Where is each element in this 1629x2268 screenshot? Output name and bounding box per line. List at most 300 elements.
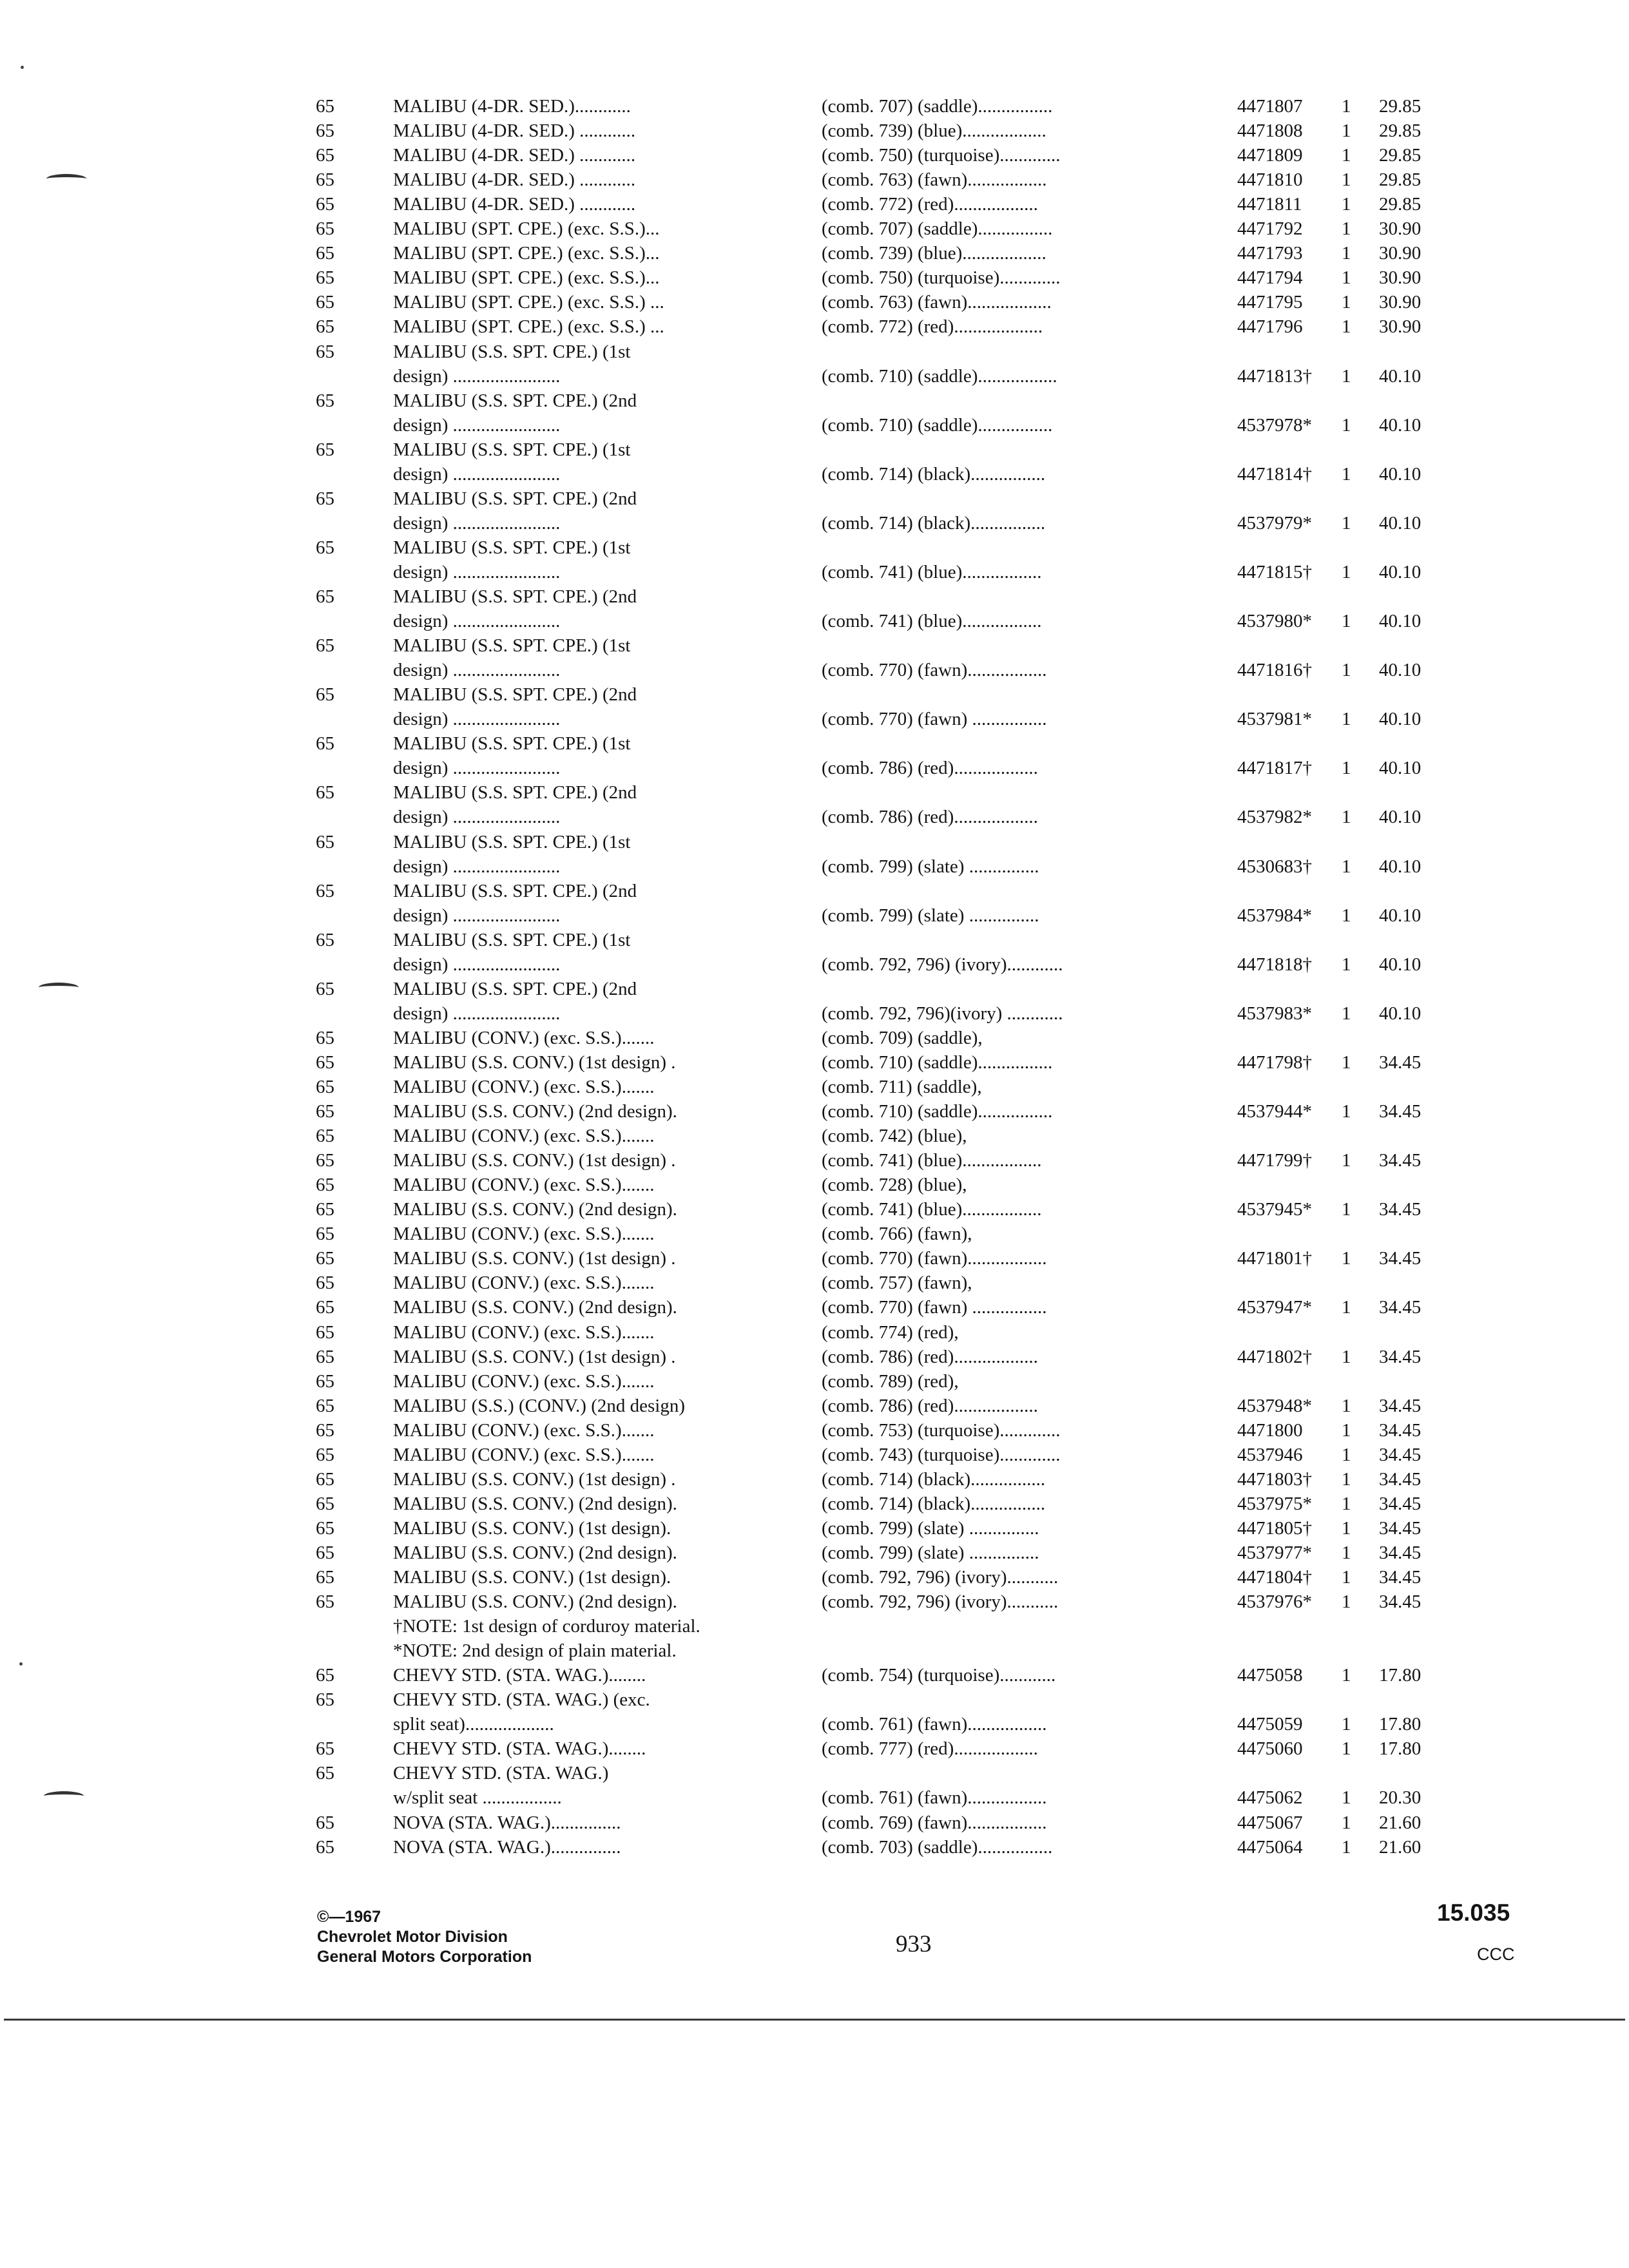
model-year: 65 — [316, 169, 334, 190]
model-description: MALIBU (4-DR. SED.)............ — [393, 97, 631, 116]
model-description: design) ....................... — [393, 906, 561, 925]
model-description: MALIBU (4-DR. SED.) ............ — [393, 146, 636, 165]
model-description: design) ....................... — [393, 955, 561, 974]
model-description: MALIBU (S.S. SPT. CPE.) (1st — [393, 930, 631, 950]
paper-speck — [21, 66, 24, 69]
part-number: 4475067 — [1237, 1812, 1303, 1833]
section-code: 15.035 — [1437, 1899, 1510, 1926]
model-description: design) ....................... — [393, 514, 561, 533]
trim-combination: (comb. 709) (saddle), — [822, 1028, 983, 1048]
model-year: 65 — [316, 1199, 334, 1220]
model-year: 65 — [316, 194, 334, 215]
list-price: 30.90 — [1379, 316, 1422, 337]
model-year: 65 — [316, 1420, 334, 1441]
model-description: MALIBU (S.S. SPT. CPE.) (1st — [393, 538, 631, 557]
trim-combination: (comb. 786) (red).................. — [822, 1396, 1038, 1416]
model-description: MALIBU (S.S. SPT. CPE.) (1st — [393, 734, 631, 753]
model-year: 65 — [316, 930, 334, 950]
trim-combination: (comb. 792, 796) (ivory)............ — [822, 955, 1063, 974]
list-price: 40.10 — [1379, 415, 1422, 436]
part-number: 4537947* — [1237, 1297, 1312, 1318]
trim-combination: (comb. 770) (fawn) ................ — [822, 709, 1047, 729]
part-number: 4537981* — [1237, 709, 1312, 729]
part-number: 4471798† — [1237, 1052, 1312, 1073]
model-year: 65 — [316, 1297, 334, 1318]
part-number: 4471802† — [1237, 1347, 1312, 1367]
model-description: design) ....................... — [393, 1004, 561, 1023]
list-price: 34.45 — [1379, 1591, 1422, 1612]
model-description: NOVA (STA. WAG.)............... — [393, 1813, 621, 1832]
part-number: 4471817† — [1237, 758, 1312, 778]
quantity: 1 — [1342, 218, 1351, 239]
part-number: 4475059 — [1237, 1714, 1303, 1735]
list-price: 34.45 — [1379, 1518, 1422, 1539]
model-description: CHEVY STD. (STA. WAG.)........ — [393, 1666, 646, 1685]
model-description: NOVA (STA. WAG.)............... — [393, 1838, 621, 1857]
model-year: 65 — [316, 292, 334, 312]
binder-hole-mark — [44, 1791, 84, 1801]
section-suffix: CCC — [1477, 1945, 1515, 1964]
model-year: 65 — [316, 1469, 334, 1490]
model-year: 65 — [316, 782, 334, 803]
model-description: MALIBU (SPT. CPE.) (exc. S.S.)... — [393, 268, 660, 287]
list-price: 40.10 — [1379, 464, 1422, 485]
trim-combination: (comb. 728) (blue), — [822, 1175, 967, 1195]
corporation-line: General Motors Corporation — [317, 1948, 532, 1966]
trim-combination: (comb. 741) (blue)................. — [822, 1151, 1042, 1170]
trim-combination: (comb. 772) (red).................. — [822, 195, 1038, 214]
trim-combination: (comb. 786) (red).................. — [822, 758, 1038, 778]
quantity: 1 — [1342, 1518, 1351, 1539]
model-description: MALIBU (S.S. CONV.) (1st design). — [393, 1568, 671, 1587]
model-description: MALIBU (S.S. SPT. CPE.) (2nd — [393, 685, 637, 704]
model-description: MALIBU (S.S. CONV.) (1st design) . — [393, 1151, 676, 1170]
model-description: design) ....................... — [393, 758, 561, 778]
binder-hole-mark — [39, 983, 79, 992]
model-description: MALIBU (SPT. CPE.) (exc. S.S.)... — [393, 244, 660, 263]
model-description: design) ....................... — [393, 562, 561, 582]
list-price: 30.90 — [1379, 243, 1422, 264]
part-number: 4471811 — [1237, 194, 1302, 215]
model-year: 65 — [316, 1371, 334, 1392]
list-price: 34.45 — [1379, 1297, 1422, 1318]
model-year: 65 — [316, 1518, 334, 1539]
quantity: 1 — [1342, 1469, 1351, 1490]
trim-combination: (comb. 750) (turquoise)............. — [822, 146, 1061, 165]
quantity: 1 — [1342, 1347, 1351, 1367]
quantity: 1 — [1342, 1494, 1351, 1514]
part-number: 4537976* — [1237, 1591, 1312, 1612]
quantity: 1 — [1342, 1052, 1351, 1073]
model-year: 65 — [316, 1150, 334, 1171]
trim-combination: (comb. 750) (turquoise)............. — [822, 268, 1061, 287]
model-year: 65 — [316, 1445, 334, 1465]
trim-combination: (comb. 769) (fawn)................. — [822, 1813, 1047, 1832]
part-number: 4475060 — [1237, 1738, 1303, 1759]
list-price: 20.30 — [1379, 1787, 1422, 1808]
trim-combination: (comb. 714) (black)................ — [822, 465, 1046, 484]
model-year: 65 — [316, 1812, 334, 1833]
list-price: 21.60 — [1379, 1837, 1422, 1858]
model-description: MALIBU (S.S. CONV.) (1st design) . — [393, 1053, 676, 1072]
quantity: 1 — [1342, 316, 1351, 337]
model-year: 65 — [316, 120, 334, 141]
quantity: 1 — [1342, 954, 1351, 975]
quantity: 1 — [1342, 1101, 1351, 1122]
model-description: CHEVY STD. (STA. WAG.) — [393, 1763, 609, 1783]
part-number: 4475064 — [1237, 1837, 1303, 1858]
model-description: MALIBU (S.S. SPT. CPE.) (2nd — [393, 587, 637, 606]
model-description: design) ....................... — [393, 807, 561, 827]
quantity: 1 — [1342, 611, 1351, 631]
trim-combination: (comb. 739) (blue).................. — [822, 244, 1046, 263]
quantity: 1 — [1342, 194, 1351, 215]
model-year: 65 — [316, 1322, 334, 1343]
list-price: 29.85 — [1379, 145, 1422, 166]
quantity: 1 — [1342, 1591, 1351, 1612]
model-description: design) ....................... — [393, 465, 561, 484]
part-number: 4537977* — [1237, 1542, 1312, 1563]
part-number: 4537979* — [1237, 513, 1312, 533]
trim-combination: (comb. 739) (blue).................. — [822, 121, 1046, 140]
part-number: 4471818† — [1237, 954, 1312, 975]
trim-combination: (comb. 710) (saddle)................ — [822, 1102, 1053, 1121]
quantity: 1 — [1342, 513, 1351, 533]
list-price: 40.10 — [1379, 758, 1422, 778]
model-year: 65 — [316, 1738, 334, 1759]
list-price: 29.85 — [1379, 169, 1422, 190]
model-year: 65 — [316, 1542, 334, 1563]
quantity: 1 — [1342, 145, 1351, 166]
model-description: MALIBU (S.S. CONV.) (1st design). — [393, 1519, 671, 1538]
model-year: 65 — [316, 1665, 334, 1686]
list-price: 40.10 — [1379, 513, 1422, 533]
list-price: 30.90 — [1379, 218, 1422, 239]
quantity: 1 — [1342, 1150, 1351, 1171]
model-description: MALIBU (S.S. CONV.) (2nd design). — [393, 1298, 677, 1317]
trim-combination: (comb. 792, 796) (ivory)........... — [822, 1592, 1059, 1611]
model-year: 65 — [316, 1347, 334, 1367]
model-year: 65 — [316, 96, 334, 117]
model-year: 65 — [316, 1248, 334, 1269]
trim-combination: (comb. 757) (fawn), — [822, 1273, 972, 1293]
model-year: 65 — [316, 1591, 334, 1612]
list-price: 29.85 — [1379, 96, 1422, 117]
part-number: 4471813† — [1237, 366, 1312, 387]
trim-combination: (comb. 710) (saddle)................ — [822, 1053, 1053, 1072]
trim-combination: (comb. 799) (slate) ............... — [822, 1519, 1039, 1538]
list-price: 34.45 — [1379, 1494, 1422, 1514]
model-description: MALIBU (S.S. CONV.) (2nd design). — [393, 1102, 677, 1121]
part-number: 4471814† — [1237, 464, 1312, 485]
part-number: 4471804† — [1237, 1567, 1312, 1588]
list-price: 40.10 — [1379, 905, 1422, 926]
part-number: 4471815† — [1237, 562, 1312, 582]
list-price: 29.85 — [1379, 120, 1422, 141]
trim-combination: (comb. 710) (saddle)................ — [822, 416, 1053, 435]
model-year: 65 — [316, 1396, 334, 1416]
part-number: 4471800 — [1237, 1420, 1303, 1441]
model-year: 65 — [316, 316, 334, 337]
model-description: MALIBU (S.S. SPT. CPE.) (2nd — [393, 391, 637, 410]
list-price: 34.45 — [1379, 1542, 1422, 1563]
trim-combination: (comb. 754) (turquoise)............ — [822, 1666, 1056, 1685]
model-year: 65 — [316, 1763, 334, 1783]
trim-combination: (comb. 711) (saddle), — [822, 1077, 982, 1097]
trim-combination: (comb. 763) (fawn)................. — [822, 170, 1047, 189]
model-year: 65 — [316, 1028, 334, 1048]
quantity: 1 — [1342, 562, 1351, 582]
list-price: 17.80 — [1379, 1738, 1422, 1759]
list-price: 34.45 — [1379, 1248, 1422, 1269]
part-number: 4471794 — [1237, 267, 1303, 288]
model-year: 65 — [316, 586, 334, 607]
list-price: 30.90 — [1379, 267, 1422, 288]
model-description: w/split seat ................. — [393, 1788, 562, 1807]
model-description: MALIBU (SPT. CPE.) (exc. S.S.) ... — [393, 293, 664, 312]
quantity: 1 — [1342, 1787, 1351, 1808]
model-year: 65 — [316, 1273, 334, 1293]
model-description: MALIBU (S.S. CONV.) (1st design) . — [393, 1470, 676, 1489]
model-description: CHEVY STD. (STA. WAG.)........ — [393, 1739, 646, 1758]
part-number: 4471803† — [1237, 1469, 1312, 1490]
model-description: MALIBU (CONV.) (exc. S.S.)....... — [393, 1028, 655, 1048]
trim-combination: (comb. 742) (blue), — [822, 1126, 967, 1146]
quantity: 1 — [1342, 1665, 1351, 1686]
model-description: †NOTE: 1st design of corduroy material. — [393, 1617, 700, 1636]
trim-combination: (comb. 761) (fawn)................. — [822, 1788, 1047, 1807]
quantity: 1 — [1342, 1396, 1351, 1416]
copyright-line: ©—1967 — [317, 1908, 381, 1926]
list-price: 40.10 — [1379, 660, 1422, 680]
model-description: MALIBU (S.S. CONV.) (2nd design). — [393, 1543, 677, 1562]
model-year: 65 — [316, 832, 334, 852]
model-description: MALIBU (CONV.) (exc. S.S.)....... — [393, 1077, 655, 1097]
trim-combination: (comb. 707) (saddle)................ — [822, 97, 1053, 116]
quantity: 1 — [1342, 758, 1351, 778]
model-description: MALIBU (S.S. CONV.) (1st design) . — [393, 1249, 676, 1268]
trim-combination: (comb. 741) (blue)................. — [822, 611, 1042, 631]
part-number: 4537982* — [1237, 807, 1312, 827]
model-description: MALIBU (4-DR. SED.) ............ — [393, 170, 636, 189]
quantity: 1 — [1342, 1445, 1351, 1465]
part-number: 4537975* — [1237, 1494, 1312, 1514]
model-description: MALIBU (S.S. CONV.) (2nd design). — [393, 1592, 677, 1611]
model-description: MALIBU (S.S. SPT. CPE.) (2nd — [393, 489, 637, 508]
quantity: 1 — [1342, 1003, 1351, 1024]
list-price: 34.45 — [1379, 1150, 1422, 1171]
part-number: 4471816† — [1237, 660, 1312, 680]
quantity: 1 — [1342, 1248, 1351, 1269]
quantity: 1 — [1342, 905, 1351, 926]
trim-combination: (comb. 799) (slate) ............... — [822, 857, 1039, 876]
model-year: 65 — [316, 635, 334, 656]
quantity: 1 — [1342, 807, 1351, 827]
list-price: 40.10 — [1379, 856, 1422, 877]
quantity: 1 — [1342, 1542, 1351, 1563]
list-price: 34.45 — [1379, 1052, 1422, 1073]
quantity: 1 — [1342, 1714, 1351, 1735]
list-price: 40.10 — [1379, 807, 1422, 827]
trim-combination: (comb. 714) (black)................ — [822, 1494, 1046, 1514]
trim-combination: (comb. 799) (slate) ............... — [822, 906, 1039, 925]
model-year: 65 — [316, 145, 334, 166]
model-year: 65 — [316, 1126, 334, 1146]
model-year: 65 — [316, 1052, 334, 1073]
trim-combination: (comb. 786) (red).................. — [822, 807, 1038, 827]
list-price: 17.80 — [1379, 1665, 1422, 1686]
part-number: 4537978* — [1237, 415, 1312, 436]
model-description: MALIBU (SPT. CPE.) (exc. S.S.)... — [393, 219, 660, 238]
model-description: design) ....................... — [393, 857, 561, 876]
quantity: 1 — [1342, 120, 1351, 141]
model-description: MALIBU (S.S. CONV.) (2nd design). — [393, 1494, 677, 1514]
model-year: 65 — [316, 537, 334, 558]
part-number: 4530683† — [1237, 856, 1312, 877]
model-year: 65 — [316, 1175, 334, 1195]
model-year: 65 — [316, 341, 334, 362]
trim-combination: (comb. 753) (turquoise)............. — [822, 1421, 1061, 1440]
trim-combination: (comb. 786) (red).................. — [822, 1347, 1038, 1367]
list-price: 34.45 — [1379, 1101, 1422, 1122]
list-price: 34.45 — [1379, 1199, 1422, 1220]
part-number: 4471799† — [1237, 1150, 1312, 1171]
page-number: 933 — [896, 1931, 932, 1957]
part-number: 4471792 — [1237, 218, 1303, 239]
part-number: 4537944* — [1237, 1101, 1312, 1122]
list-price: 34.45 — [1379, 1567, 1422, 1588]
part-number: 4471793 — [1237, 243, 1303, 264]
part-number: 4471805† — [1237, 1518, 1312, 1539]
model-description: MALIBU (S.S. SPT. CPE.) (2nd — [393, 979, 637, 999]
quantity: 1 — [1342, 1297, 1351, 1318]
model-description: MALIBU (S.S. SPT. CPE.) (1st — [393, 832, 631, 852]
model-year: 65 — [316, 1494, 334, 1514]
model-description: MALIBU (SPT. CPE.) (exc. S.S.) ... — [393, 317, 664, 336]
part-number: 4471795 — [1237, 292, 1303, 312]
model-description: design) ....................... — [393, 660, 561, 680]
model-year: 65 — [316, 979, 334, 999]
quantity: 1 — [1342, 292, 1351, 312]
part-number: 4537984* — [1237, 905, 1312, 926]
quantity: 1 — [1342, 464, 1351, 485]
model-description: MALIBU (S.S.) (CONV.) (2nd design) — [393, 1396, 685, 1416]
model-description: MALIBU (4-DR. SED.) ............ — [393, 195, 636, 214]
list-price: 34.45 — [1379, 1469, 1422, 1490]
model-year: 65 — [316, 218, 334, 239]
model-description: MALIBU (S.S. SPT. CPE.) (1st — [393, 440, 631, 459]
model-year: 65 — [316, 267, 334, 288]
list-price: 17.80 — [1379, 1714, 1422, 1735]
quantity: 1 — [1342, 709, 1351, 729]
quantity: 1 — [1342, 243, 1351, 264]
list-price: 34.45 — [1379, 1347, 1422, 1367]
quantity: 1 — [1342, 1420, 1351, 1441]
list-price: 40.10 — [1379, 1003, 1422, 1024]
trim-combination: (comb. 792, 796)(ivory) ............ — [822, 1004, 1063, 1023]
model-description: MALIBU (4-DR. SED.) ............ — [393, 121, 636, 140]
part-number: 4475062 — [1237, 1787, 1303, 1808]
model-description: MALIBU (CONV.) (exc. S.S.)....... — [393, 1273, 655, 1293]
model-description: MALIBU (S.S. SPT. CPE.) (2nd — [393, 881, 637, 901]
model-description: *NOTE: 2nd design of plain material. — [393, 1641, 677, 1660]
part-number: 4537980* — [1237, 611, 1312, 631]
trim-combination: (comb. 772) (red)................... — [822, 317, 1043, 336]
model-description: design) ....................... — [393, 611, 561, 631]
list-price: 34.45 — [1379, 1445, 1422, 1465]
part-number: 4471810 — [1237, 169, 1303, 190]
quantity: 1 — [1342, 1738, 1351, 1759]
part-number: 4471808 — [1237, 120, 1303, 141]
trim-combination: (comb. 766) (fawn), — [822, 1224, 972, 1244]
model-year: 65 — [316, 733, 334, 754]
quantity: 1 — [1342, 267, 1351, 288]
trim-combination: (comb. 789) (red), — [822, 1372, 959, 1391]
quantity: 1 — [1342, 660, 1351, 680]
model-year: 65 — [316, 1077, 334, 1097]
list-price: 34.45 — [1379, 1420, 1422, 1441]
model-description: MALIBU (CONV.) (exc. S.S.)....... — [393, 1126, 655, 1146]
quantity: 1 — [1342, 1567, 1351, 1588]
quantity: 1 — [1342, 169, 1351, 190]
quantity: 1 — [1342, 1199, 1351, 1220]
part-number: 4537948* — [1237, 1396, 1312, 1416]
quantity: 1 — [1342, 856, 1351, 877]
trim-combination: (comb. 707) (saddle)................ — [822, 219, 1053, 238]
model-year: 65 — [316, 881, 334, 901]
list-price: 40.10 — [1379, 611, 1422, 631]
list-price: 40.10 — [1379, 562, 1422, 582]
quantity: 1 — [1342, 415, 1351, 436]
model-description: MALIBU (S.S. CONV.) (1st design) . — [393, 1347, 676, 1367]
model-year: 65 — [316, 439, 334, 460]
list-price: 40.10 — [1379, 709, 1422, 729]
quantity: 1 — [1342, 1812, 1351, 1833]
model-description: design) ....................... — [393, 709, 561, 729]
list-price: 30.90 — [1379, 292, 1422, 312]
model-year: 65 — [316, 1224, 334, 1244]
part-number: 4471807 — [1237, 96, 1303, 117]
model-description: MALIBU (S.S. SPT. CPE.) (2nd — [393, 783, 637, 802]
model-year: 65 — [316, 390, 334, 411]
trim-combination: (comb. 714) (black)................ — [822, 1470, 1046, 1489]
part-number: 4471801† — [1237, 1248, 1312, 1269]
part-number: 4537946 — [1237, 1445, 1303, 1465]
model-description: MALIBU (CONV.) (exc. S.S.)....... — [393, 1224, 655, 1244]
part-number: 4475058 — [1237, 1665, 1303, 1686]
trim-combination: (comb. 774) (red), — [822, 1323, 959, 1342]
trim-combination: (comb. 761) (fawn)................. — [822, 1715, 1047, 1734]
model-year: 65 — [316, 243, 334, 264]
part-number: 4537945* — [1237, 1199, 1312, 1220]
model-description: design) ....................... — [393, 416, 561, 435]
trim-combination: (comb. 743) (turquoise)............. — [822, 1445, 1061, 1465]
model-year: 65 — [316, 1689, 334, 1710]
trim-combination: (comb. 763) (fawn).................. — [822, 293, 1052, 312]
trim-combination: (comb. 770) (fawn)................. — [822, 1249, 1047, 1268]
trim-combination: (comb. 741) (blue)................. — [822, 1200, 1042, 1219]
trim-combination: (comb. 792, 796) (ivory)........... — [822, 1568, 1059, 1587]
model-year: 65 — [316, 684, 334, 705]
model-year: 65 — [316, 1101, 334, 1122]
paper-speck — [19, 1662, 23, 1666]
model-description: MALIBU (CONV.) (exc. S.S.)....... — [393, 1445, 655, 1465]
part-number: 4471809 — [1237, 145, 1303, 166]
model-description: MALIBU (S.S. SPT. CPE.) (1st — [393, 342, 631, 361]
trim-combination: (comb. 741) (blue)................. — [822, 562, 1042, 582]
trim-combination: (comb. 710) (saddle)................. — [822, 367, 1057, 386]
quantity: 1 — [1342, 96, 1351, 117]
